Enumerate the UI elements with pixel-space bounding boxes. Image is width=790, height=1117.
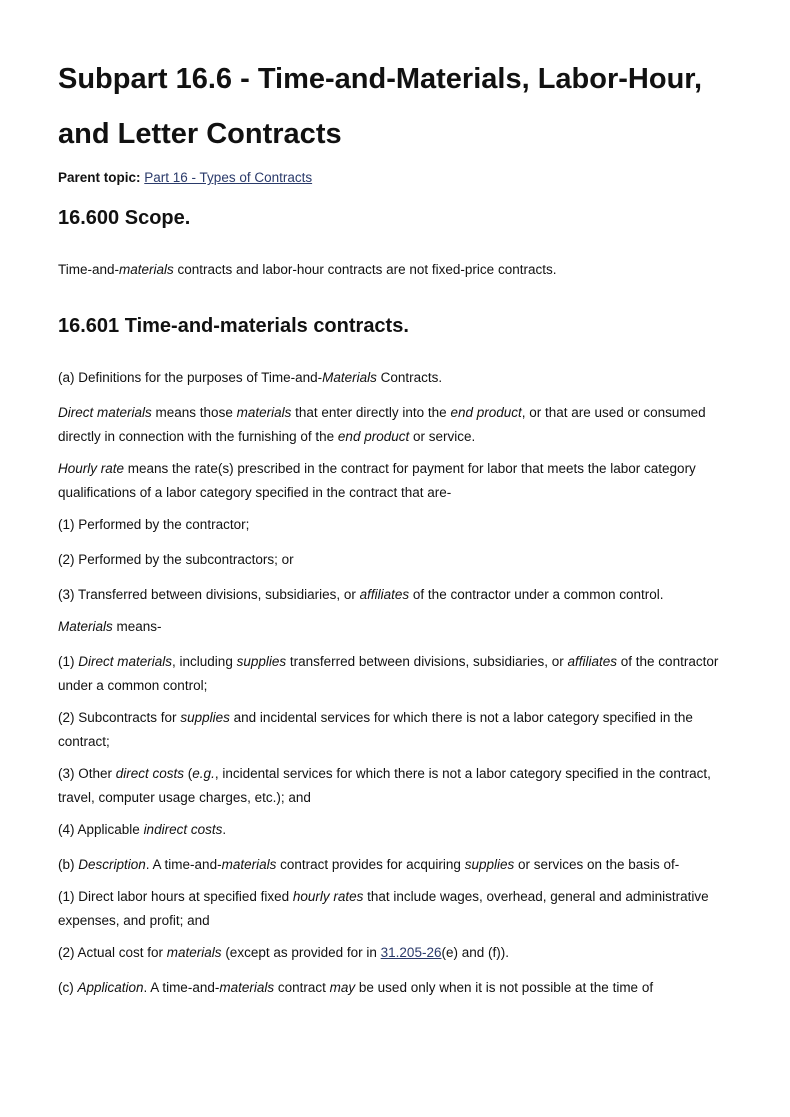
hourly-rate-item-1: (1) Performed by the contractor; [58, 517, 250, 532]
definition-materials: Materials means- [58, 619, 162, 634]
definitions-intro: (a) Definitions for the purposes of Time-and-Materials Contracts. [58, 370, 443, 385]
parent-topic-link[interactable]: Part 16 - Types of Contracts [144, 170, 313, 185]
section-heading-scope: 16.600 Scope. [58, 207, 191, 229]
materials-item-3: (3) Other direct costs (e.g., incidental services for which there is not a labor category specified in the contract, travel, computer usage charges, etc.); and [58, 766, 711, 805]
paragraph-b-description: (b) Description. A time-and-materials contract provides for acquiring supplies or services on the basis of- [58, 857, 680, 872]
definition-direct-materials: Direct materials means those materials that enter directly into the end product, or that are used or consumed directly in connection with the furnishing of the end product or service. [58, 405, 706, 444]
scope-paragraph: Time-and-materials contracts and labor-hour contracts are not fixed-price contracts. [58, 262, 557, 277]
hourly-rate-item-2: (2) Performed by the subcontractors; or [58, 552, 294, 567]
materials-item-1: (1) Direct materials, including supplies transferred between divisions, subsidiaries, or affiliates of the contractor under a common control; [58, 654, 719, 693]
definition-hourly-rate: Hourly rate means the rate(s) prescribed in the contract for payment for labor that meets the labor category qualifications of a labor category specified in the contract that are- [58, 461, 696, 500]
parent-topic [58, 169, 732, 187]
description-item-1: (1) Direct labor hours at specified fixed hourly rates that include wages, overhead, general and administrative expenses, and profit; and [58, 889, 709, 928]
materials-item-4: (4) Applicable indirect costs. [58, 822, 227, 837]
page-title: Subpart 16.6 - Time-and-Materials, Labor-Hour, and Letter Contracts [58, 63, 703, 150]
section-heading-tm-contracts: 16.601 Time-and-materials contracts. [58, 315, 409, 337]
materials-item-2: (2) Subcontracts for supplies and incidental services for which there is not a labor category specified in the contract; [58, 710, 693, 749]
description-item-2: (2) Actual cost for materials (except as provided for in 31.205-26(e) and (f)). [58, 945, 509, 960]
parent-topic-label: Parent topic: [58, 170, 141, 185]
paragraph-c-application: (c) Application. A time-and-materials contract may be used only when it is not possible at the time of [58, 980, 654, 995]
hourly-rate-item-3: (3) Transferred between divisions, subsidiaries, or affiliates of the contractor under a common control. [58, 587, 664, 602]
regulation-link-31-205-26[interactable]: 31.205-26 [380, 945, 442, 960]
